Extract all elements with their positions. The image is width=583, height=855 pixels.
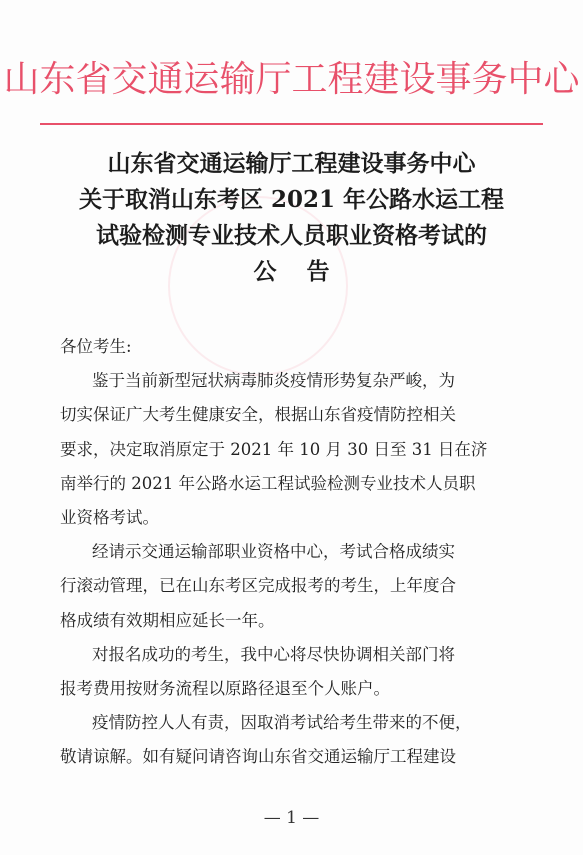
paragraph-line: 格成绩有效期相应延长一年。 [60, 610, 275, 630]
organization-letterhead: 山东省交通运输厅工程建设事务中心 [3, 59, 580, 100]
paragraph-refund [60, 638, 523, 706]
page-number: — 1 — [263, 808, 320, 828]
paragraph-line: 切实保证广大考生健康安全，根据山东省疫情防控相关 [60, 405, 456, 425]
letterhead-red-rule [40, 123, 543, 125]
paragraph-line: 要求，决定取消原定于 2021 年 10 月 30 日至 31 日在济 [60, 439, 488, 459]
notice-title [0, 146, 583, 290]
paragraph-line: 对报名成功的考生，我中心将尽快协调相关部门将 [92, 644, 455, 664]
paragraph-line: 经请示交通运输部职业资格中心，考试合格成绩实 [92, 542, 455, 562]
salutation: 各位考生: [60, 337, 132, 356]
paragraph-apology [60, 706, 523, 774]
paragraph-line: 敬请谅解。如有疑问请咨询山东省交通运输厅工程建设 [60, 747, 456, 767]
paragraph-line: 业资格考试。 [60, 508, 159, 528]
paragraph-line: 疫情防控人人有责，因取消考试给考生带来的不便， [92, 713, 472, 733]
paragraph-cancellation [60, 364, 523, 535]
title-line-3: 试验检测专业技术人员职业资格考试的 [96, 222, 487, 249]
paragraph-line: 行滚动管理，已在山东考区完成报考的考生，上年度合 [60, 576, 456, 596]
title-line-1: 山东省交通运输厅工程建设事务中心 [107, 150, 476, 177]
title-line-notice: 公告 [253, 258, 360, 285]
title-line-2: 关于取消山东考区 2021 年公路水运工程 [78, 186, 505, 213]
notice-body [60, 330, 523, 775]
paragraph-line: 南举行的 2021 年公路水运工程试验检测专业技术人员职 [60, 473, 476, 493]
paragraph-line: 鉴于当前新型冠状病毒肺炎疫情形势复杂严峻，为 [92, 371, 455, 391]
paragraph-line: 报考费用按财务流程以原路径退至个人账户。 [60, 679, 390, 699]
paragraph-score-extension [60, 535, 523, 638]
